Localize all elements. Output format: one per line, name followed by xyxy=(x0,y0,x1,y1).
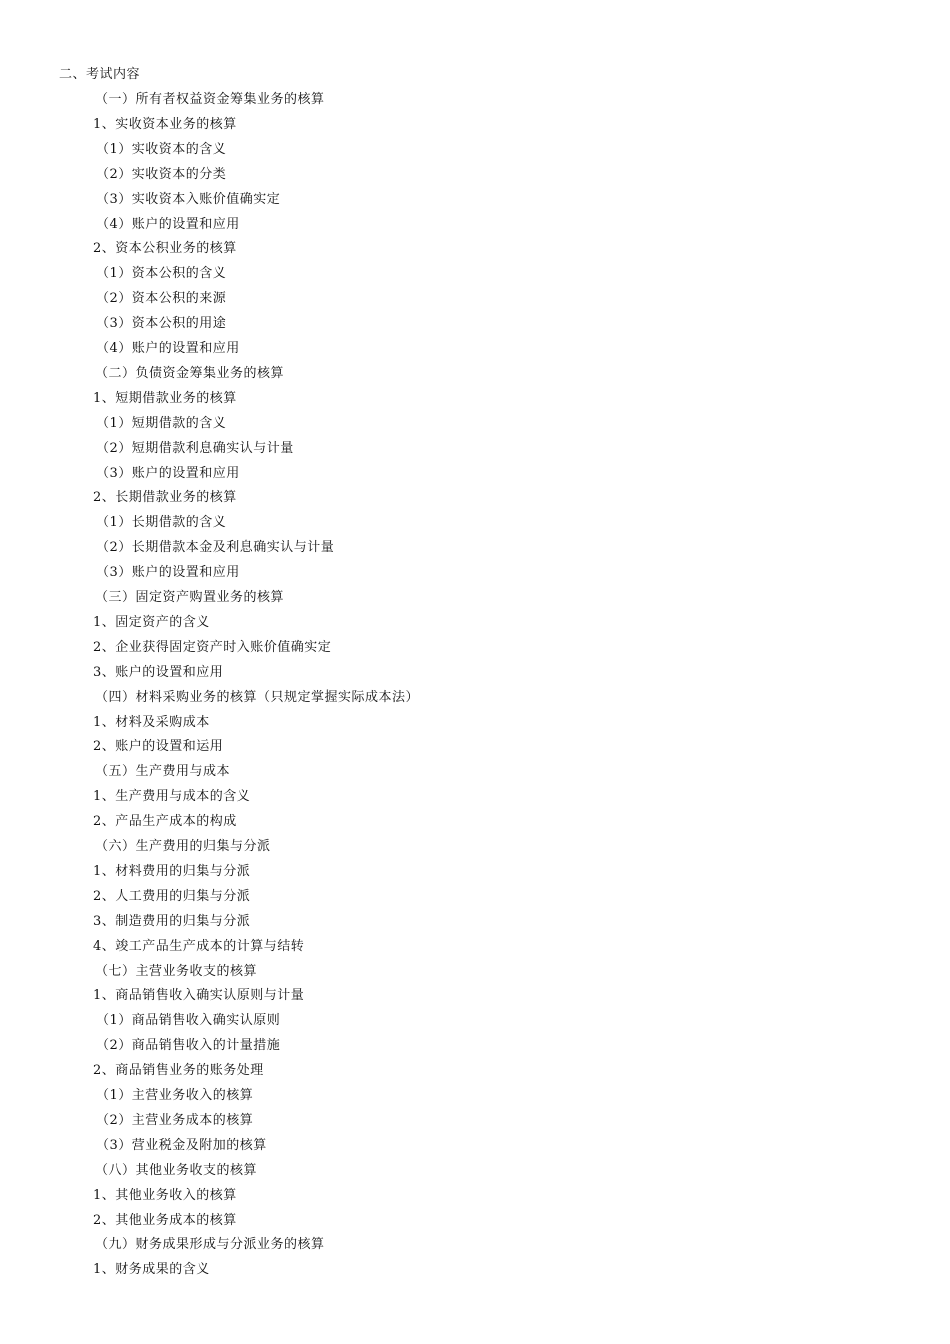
outline-subitem: （2）资本公积的来源 xyxy=(96,291,227,306)
chapter-heading: （七）主营业务收支的核算 xyxy=(95,964,258,979)
outline-subitem: （4）账户的设置和应用 xyxy=(96,217,240,232)
outline-item: 1、材料费用的归集与分派 xyxy=(93,864,251,879)
outline-subitem: （2）短期借款利息确实认与计量 xyxy=(96,441,294,456)
outline-subitem: （1）实收资本的含义 xyxy=(96,142,227,157)
outline-item: 2、商品销售业务的账务处理 xyxy=(93,1063,264,1078)
outline-item: 1、材料及采购成本 xyxy=(93,715,210,730)
outline-subitem: （2）商品销售收入的计量措施 xyxy=(96,1038,281,1053)
chapter-heading: （六）生产费用的归集与分派 xyxy=(95,839,271,854)
outline-subitem: （3）账户的设置和应用 xyxy=(96,466,240,481)
outline-subitem: （1）主营业务收入的核算 xyxy=(96,1088,254,1103)
outline-subitem: （1）长期借款的含义 xyxy=(96,515,227,530)
outline-item: 3、账户的设置和应用 xyxy=(93,665,224,680)
outline-subitem: （1）资本公积的含义 xyxy=(96,266,227,281)
chapter-heading: （五）生产费用与成本 xyxy=(95,764,231,779)
outline-item: 1、财务成果的含义 xyxy=(93,1262,210,1277)
outline-item: 2、产品生产成本的构成 xyxy=(93,814,237,829)
outline-subitem: （1）商品销售收入确实认原则 xyxy=(96,1013,281,1028)
outline-item: 1、商品销售收入确实认原则与计量 xyxy=(93,988,305,1003)
outline-subitem: （4）账户的设置和应用 xyxy=(96,341,240,356)
outline-subitem: （3）资本公积的用途 xyxy=(96,316,227,331)
outline-subitem: （3）账户的设置和应用 xyxy=(96,565,240,580)
outline-item: 2、长期借款业务的核算 xyxy=(93,490,237,505)
outline-item: 3、制造费用的归集与分派 xyxy=(93,914,251,929)
chapter-heading: （三）固定资产购置业务的核算 xyxy=(95,590,285,605)
chapter-heading: （四）材料采购业务的核算（只规定掌握实际成本法） xyxy=(95,690,420,705)
chapter-heading: （二）负债资金筹集业务的核算 xyxy=(95,366,285,381)
outline-item: 1、固定资产的含义 xyxy=(93,615,210,630)
outline-subitem: （3）实收资本入账价值确实定 xyxy=(96,192,281,207)
outline-subitem: （2）长期借款本金及利息确实认与计量 xyxy=(96,540,335,555)
outline-item: 2、资本公积业务的核算 xyxy=(93,241,237,256)
outline-item: 2、其他业务成本的核算 xyxy=(93,1213,237,1228)
outline-item: 2、账户的设置和运用 xyxy=(93,739,224,754)
outline-item: 2、人工费用的归集与分派 xyxy=(93,889,251,904)
outline-item: 4、竣工产品生产成本的计算与结转 xyxy=(93,939,305,954)
chapter-heading: （九）财务成果形成与分派业务的核算 xyxy=(95,1237,325,1252)
outline-item: 1、短期借款业务的核算 xyxy=(93,391,237,406)
outline-subitem: （3）营业税金及附加的核算 xyxy=(96,1138,267,1153)
outline-item: 1、实收资本业务的核算 xyxy=(93,117,237,132)
outline-item: 2、企业获得固定资产时入账价值确实定 xyxy=(93,640,332,655)
outline-subitem: （1）短期借款的含义 xyxy=(96,416,227,431)
section-title: 二、考试内容 xyxy=(59,67,141,82)
outline-subitem: （2）实收资本的分类 xyxy=(96,167,227,182)
chapter-heading: （一）所有者权益资金筹集业务的核算 xyxy=(95,92,325,107)
outline-item: 1、生产费用与成本的含义 xyxy=(93,789,251,804)
outline-subitem: （2）主营业务成本的核算 xyxy=(96,1113,254,1128)
chapter-heading: （八）其他业务收支的核算 xyxy=(95,1163,258,1178)
outline-item: 1、其他业务收入的核算 xyxy=(93,1188,237,1203)
